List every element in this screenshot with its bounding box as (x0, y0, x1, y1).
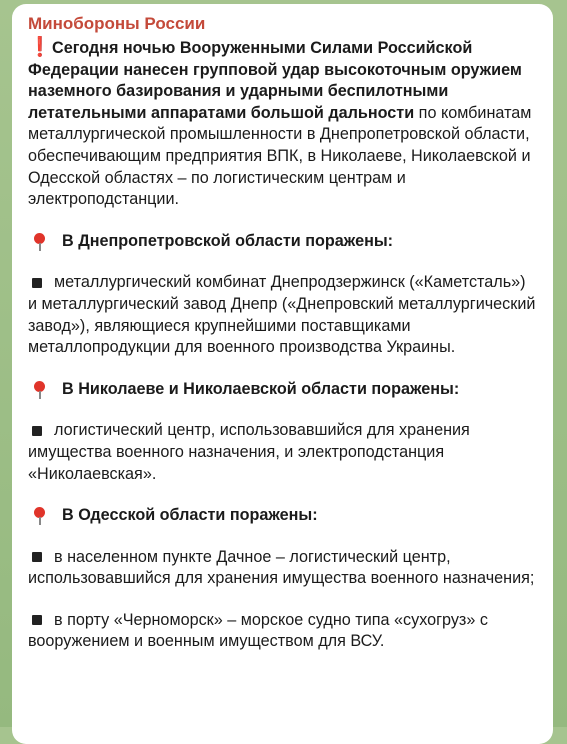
list-item-text: логистический центр, использовавшийся для хранения имущества военного назначения, и электроподстанция «Николаевская». (28, 421, 470, 483)
message-bubble[interactable] (12, 4, 553, 744)
channel-name[interactable]: Минобороны России (28, 14, 206, 33)
black-square-icon (32, 278, 42, 288)
exclamation-icon: ❗ (28, 37, 52, 58)
section-title-text: В Николаеве и Николаевской области поражены: (62, 379, 460, 398)
black-square-icon (32, 615, 42, 625)
list-item-text: в порту «Черноморск» – морское судно типа «сухогруз» с вооружением и военным имуществом для ВСУ. (28, 610, 488, 651)
list-item (28, 420, 539, 485)
message-intro (28, 37, 539, 211)
section-title-odessa (28, 505, 539, 527)
list-item-text: металлургический комбинат Днепродзержинск («Каметсталь») и металлургический завод Днепр («Днепровский металлургический завод»), являющиеся крупнейшими поставщиками металлопродукции для военного производства Украины. (28, 273, 536, 357)
black-square-icon (32, 426, 42, 436)
list-item (28, 547, 539, 590)
intro-bold-text: Сегодня ночью Вооруженными Силами Российской Федерации нанесен групповой удар высокоточным оружием наземного базирования и ударными беспилотными летательными аппаратами большой дальности (28, 39, 522, 122)
pushpin-icon (28, 232, 54, 252)
pushpin-icon (28, 506, 54, 526)
intro-text: по комбинатам металлургической промышленности в Днепропетровской области, обеспечивающим предприятия ВПК, в Николаеве, Николаевской и Одесской областях – по логистическим центрам и электроподстанции. (28, 103, 532, 209)
section-title-text: В Одесской области поражены: (62, 506, 318, 525)
list-item (28, 610, 539, 653)
section-title-dnepropetrovsk (28, 231, 539, 253)
section-title-text: В Днепропетровской области поражены: (62, 231, 394, 250)
pushpin-icon (28, 380, 54, 400)
list-item-text: в населенном пункте Дачное – логистический центр, использовавшийся для хранения имущества военного назначения; (28, 547, 535, 588)
black-square-icon (32, 552, 42, 562)
list-item (28, 272, 539, 358)
section-title-nikolaev (28, 379, 539, 401)
